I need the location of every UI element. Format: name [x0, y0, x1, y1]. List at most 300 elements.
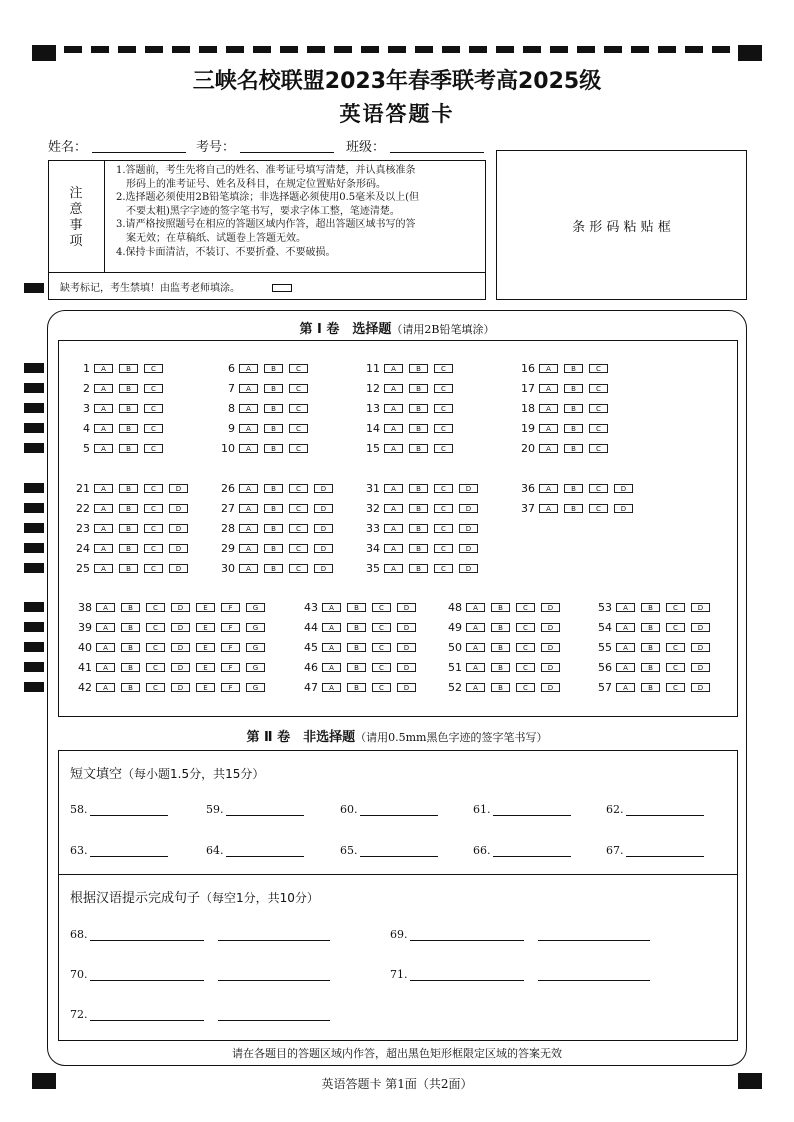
- option-bubble-b[interactable]: B: [409, 544, 428, 553]
- section-divider: [58, 874, 738, 875]
- option-bubble-a[interactable]: A: [322, 603, 341, 612]
- option-bubble-b[interactable]: B: [564, 444, 583, 453]
- option-bubble-c[interactable]: C: [144, 404, 163, 413]
- top-timing-mark: [658, 46, 676, 53]
- option-bubble-a[interactable]: A: [94, 524, 113, 533]
- option-bubble-c[interactable]: C: [144, 444, 163, 453]
- choice-row: [215, 502, 339, 514]
- blank-line[interactable]: [90, 803, 168, 816]
- top-timing-mark: [577, 46, 595, 53]
- option-bubble-c[interactable]: C: [146, 603, 165, 612]
- option-bubble-b[interactable]: B: [347, 603, 366, 612]
- choice-row: [515, 482, 639, 494]
- option-bubble-a[interactable]: A: [239, 484, 258, 493]
- choice-row: [70, 422, 169, 434]
- option-bubble-c[interactable]: C: [434, 524, 453, 533]
- notice-label-char: 事: [69, 218, 83, 233]
- option-bubble-c[interactable]: C: [144, 424, 163, 433]
- option-bubble-d[interactable]: D: [459, 484, 478, 493]
- absent-mark-box[interactable]: [272, 284, 292, 292]
- question-number: 27: [221, 501, 235, 515]
- question-number: 3: [83, 401, 90, 415]
- option-bubble-c[interactable]: C: [516, 663, 535, 672]
- option-bubble-a[interactable]: A: [384, 364, 403, 373]
- option-bubble-c[interactable]: C: [434, 484, 453, 493]
- option-bubble-c[interactable]: C: [289, 364, 308, 373]
- option-bubble-d[interactable]: D: [171, 603, 190, 612]
- blank-line[interactable]: [226, 803, 304, 816]
- option-bubble-g[interactable]: G: [246, 603, 265, 612]
- option-bubble-a[interactable]: A: [466, 643, 485, 652]
- option-bubble-d[interactable]: D: [169, 564, 188, 573]
- side-marker: [24, 483, 44, 493]
- option-bubble-b[interactable]: B: [119, 444, 138, 453]
- option-bubble-c[interactable]: C: [372, 643, 391, 652]
- option-bubble-b[interactable]: B: [641, 623, 660, 632]
- option-bubble-b[interactable]: B: [641, 643, 660, 652]
- option-bubble-g[interactable]: G: [246, 683, 265, 692]
- question-number: 4: [83, 421, 90, 435]
- question-number: 50: [448, 640, 462, 654]
- option-bubble-d[interactable]: D: [691, 663, 710, 672]
- option-bubble-c[interactable]: C: [589, 424, 608, 433]
- option-bubble-c[interactable]: C: [289, 444, 308, 453]
- option-bubble-b[interactable]: B: [121, 643, 140, 652]
- blank-line-2[interactable]: [538, 968, 650, 981]
- question-number: 51: [448, 660, 462, 674]
- option-bubble-a[interactable]: A: [94, 384, 113, 393]
- option-bubble-d[interactable]: D: [314, 564, 333, 573]
- option-bubble-c[interactable]: C: [434, 364, 453, 373]
- option-bubble-a[interactable]: A: [539, 404, 558, 413]
- option-bubble-b[interactable]: B: [347, 683, 366, 692]
- option-bubble-c[interactable]: C: [589, 384, 608, 393]
- blank-number: 70.: [70, 968, 88, 981]
- option-bubble-a[interactable]: A: [539, 504, 558, 513]
- option-bubble-f[interactable]: F: [221, 603, 240, 612]
- option-bubble-b[interactable]: B: [121, 603, 140, 612]
- question-number: 35: [366, 561, 380, 575]
- option-bubble-d[interactable]: D: [541, 603, 560, 612]
- option-bubble-f[interactable]: F: [221, 683, 240, 692]
- option-bubble-a[interactable]: A: [616, 603, 635, 612]
- option-bubble-c[interactable]: C: [516, 623, 535, 632]
- option-bubble-b[interactable]: B: [264, 424, 283, 433]
- option-bubble-b[interactable]: B: [264, 504, 283, 513]
- option-bubble-a[interactable]: A: [239, 384, 258, 393]
- option-bubble-f[interactable]: F: [221, 623, 240, 632]
- blank-line-2[interactable]: [218, 1008, 330, 1021]
- option-bubble-a[interactable]: A: [616, 623, 635, 632]
- option-bubble-c[interactable]: C: [144, 484, 163, 493]
- option-bubble-d[interactable]: D: [459, 544, 478, 553]
- option-bubble-b[interactable]: B: [491, 623, 510, 632]
- option-bubble-c[interactable]: C: [666, 603, 685, 612]
- option-bubble-c[interactable]: C: [589, 404, 608, 413]
- blank-line-1[interactable]: [410, 968, 524, 981]
- option-bubble-a[interactable]: A: [384, 444, 403, 453]
- option-bubble-c[interactable]: C: [434, 504, 453, 513]
- blank-line-1[interactable]: [90, 1008, 204, 1021]
- blank-line[interactable]: [360, 803, 438, 816]
- option-bubble-a[interactable]: A: [94, 544, 113, 553]
- option-bubble-a[interactable]: A: [94, 404, 113, 413]
- option-bubble-c[interactable]: C: [516, 683, 535, 692]
- option-bubble-b[interactable]: B: [119, 524, 138, 533]
- option-bubble-c[interactable]: C: [434, 444, 453, 453]
- blank-line-2[interactable]: [218, 968, 330, 981]
- option-bubble-a[interactable]: A: [616, 683, 635, 692]
- option-bubble-c[interactable]: C: [666, 643, 685, 652]
- option-bubble-d[interactable]: D: [314, 524, 333, 533]
- part1-title: 第 Ⅰ 卷 选择题: [299, 322, 392, 337]
- notice-hline: [48, 272, 486, 273]
- blank-number: 60.: [340, 803, 358, 816]
- option-bubble-a[interactable]: A: [384, 544, 403, 553]
- option-bubble-c[interactable]: C: [434, 424, 453, 433]
- option-bubble-a[interactable]: A: [384, 404, 403, 413]
- option-bubble-a[interactable]: A: [239, 404, 258, 413]
- name-field[interactable]: [92, 138, 186, 153]
- option-bubble-b[interactable]: B: [347, 623, 366, 632]
- fill-blank: [606, 803, 704, 816]
- option-bubble-b[interactable]: B: [564, 484, 583, 493]
- blank-line[interactable]: [626, 844, 704, 857]
- question-number: 44: [304, 620, 318, 634]
- option-bubble-d[interactable]: D: [459, 564, 478, 573]
- choice-row: [515, 442, 614, 454]
- option-bubble-b[interactable]: B: [641, 683, 660, 692]
- question-number: 48: [448, 600, 462, 614]
- option-bubble-b[interactable]: B: [409, 384, 428, 393]
- option-bubble-d[interactable]: D: [169, 504, 188, 513]
- option-bubble-e[interactable]: E: [196, 623, 215, 632]
- option-bubble-c[interactable]: C: [589, 484, 608, 493]
- option-bubble-a[interactable]: A: [384, 484, 403, 493]
- blank-line[interactable]: [226, 844, 304, 857]
- option-bubble-b[interactable]: B: [641, 603, 660, 612]
- option-bubble-a[interactable]: A: [94, 364, 113, 373]
- option-bubble-d[interactable]: D: [397, 603, 416, 612]
- question-number: 46: [304, 660, 318, 674]
- option-bubble-c[interactable]: C: [589, 444, 608, 453]
- option-bubble-b[interactable]: B: [491, 663, 510, 672]
- option-bubble-b[interactable]: B: [264, 484, 283, 493]
- option-bubble-c[interactable]: C: [372, 683, 391, 692]
- option-bubble-d[interactable]: D: [397, 683, 416, 692]
- option-bubble-c[interactable]: C: [666, 623, 685, 632]
- option-bubble-c[interactable]: C: [144, 384, 163, 393]
- top-timing-mark: [523, 46, 541, 53]
- option-bubble-b[interactable]: B: [119, 564, 138, 573]
- option-bubble-c[interactable]: C: [372, 663, 391, 672]
- blank-line-1[interactable]: [410, 928, 524, 941]
- option-bubble-c[interactable]: C: [289, 484, 308, 493]
- option-bubble-d[interactable]: D: [169, 484, 188, 493]
- option-bubble-a[interactable]: A: [94, 484, 113, 493]
- page-subtitle: 英语答题卡: [339, 102, 455, 126]
- option-bubble-c[interactable]: C: [289, 384, 308, 393]
- option-bubble-b[interactable]: B: [264, 364, 283, 373]
- option-bubble-a[interactable]: A: [384, 564, 403, 573]
- option-bubble-c[interactable]: C: [589, 504, 608, 513]
- choice-row: [360, 362, 459, 374]
- side-marker: [24, 682, 44, 692]
- option-bubble-a[interactable]: A: [96, 683, 115, 692]
- option-bubble-d[interactable]: D: [614, 484, 633, 493]
- option-bubble-b[interactable]: B: [119, 424, 138, 433]
- choice-row: [70, 382, 169, 394]
- option-bubble-c[interactable]: C: [144, 504, 163, 513]
- option-bubble-d[interactable]: D: [459, 504, 478, 513]
- option-bubble-c[interactable]: C: [146, 683, 165, 692]
- option-bubble-d[interactable]: D: [541, 663, 560, 672]
- option-bubble-d[interactable]: D: [171, 643, 190, 652]
- option-bubble-d[interactable]: D: [459, 524, 478, 533]
- option-bubble-b[interactable]: B: [564, 504, 583, 513]
- option-bubble-b[interactable]: B: [564, 364, 583, 373]
- option-bubble-d[interactable]: D: [314, 544, 333, 553]
- option-bubble-d[interactable]: D: [314, 504, 333, 513]
- option-bubble-c[interactable]: C: [289, 524, 308, 533]
- option-bubble-a[interactable]: A: [539, 364, 558, 373]
- fill-blank: [206, 844, 304, 857]
- choice-row: [515, 422, 614, 434]
- blank-line[interactable]: [626, 803, 704, 816]
- option-bubble-b[interactable]: B: [409, 484, 428, 493]
- question-number: 13: [366, 401, 380, 415]
- option-bubble-c[interactable]: C: [516, 643, 535, 652]
- option-bubble-b[interactable]: B: [119, 484, 138, 493]
- option-bubble-f[interactable]: F: [221, 663, 240, 672]
- notice-label-char: 意: [69, 202, 83, 217]
- blank-number: 71.: [390, 968, 408, 981]
- option-bubble-b[interactable]: B: [409, 444, 428, 453]
- option-bubble-b[interactable]: B: [641, 663, 660, 672]
- option-bubble-a[interactable]: A: [96, 663, 115, 672]
- option-bubble-d[interactable]: D: [541, 683, 560, 692]
- option-bubble-a[interactable]: A: [322, 683, 341, 692]
- option-bubble-b[interactable]: B: [409, 404, 428, 413]
- option-bubble-b[interactable]: B: [264, 404, 283, 413]
- option-bubble-a[interactable]: A: [539, 424, 558, 433]
- side-marker: [24, 662, 44, 672]
- option-bubble-a[interactable]: A: [239, 364, 258, 373]
- option-bubble-a[interactable]: A: [616, 663, 635, 672]
- option-bubble-b[interactable]: B: [491, 603, 510, 612]
- top-right-marker: [738, 45, 762, 61]
- option-bubble-c[interactable]: C: [146, 643, 165, 652]
- option-bubble-a[interactable]: A: [384, 524, 403, 533]
- option-bubble-d[interactable]: D: [691, 603, 710, 612]
- option-bubble-c[interactable]: C: [666, 683, 685, 692]
- blank-line[interactable]: [90, 844, 168, 857]
- option-bubble-c[interactable]: C: [434, 544, 453, 553]
- option-bubble-a[interactable]: A: [539, 384, 558, 393]
- option-bubble-a[interactable]: A: [96, 603, 115, 612]
- option-bubble-a[interactable]: A: [239, 524, 258, 533]
- option-bubble-a[interactable]: A: [384, 504, 403, 513]
- option-bubble-d[interactable]: D: [169, 544, 188, 553]
- option-bubble-c[interactable]: C: [289, 404, 308, 413]
- option-bubble-b[interactable]: B: [264, 524, 283, 533]
- option-bubble-a[interactable]: A: [466, 683, 485, 692]
- option-bubble-b[interactable]: B: [121, 663, 140, 672]
- option-bubble-a[interactable]: A: [322, 643, 341, 652]
- part2-title: 第 Ⅱ 卷 非选择题: [246, 730, 356, 745]
- class-field[interactable]: [390, 138, 484, 153]
- option-bubble-c[interactable]: C: [666, 663, 685, 672]
- blank-line-2[interactable]: [218, 928, 330, 941]
- blank-line[interactable]: [493, 844, 571, 857]
- choice-row: [215, 382, 314, 394]
- option-bubble-b[interactable]: B: [264, 564, 283, 573]
- option-bubble-a[interactable]: A: [616, 643, 635, 652]
- option-bubble-b[interactable]: B: [119, 544, 138, 553]
- top-timing-mark: [145, 46, 163, 53]
- choice-row: [360, 562, 484, 574]
- option-bubble-b[interactable]: B: [264, 444, 283, 453]
- option-bubble-a[interactable]: A: [322, 623, 341, 632]
- option-bubble-c[interactable]: C: [289, 424, 308, 433]
- exam-no-field[interactable]: [240, 138, 334, 153]
- blank-line-1[interactable]: [90, 928, 204, 941]
- top-timing-mark: [469, 46, 487, 53]
- option-bubble-a[interactable]: A: [466, 623, 485, 632]
- option-bubble-d[interactable]: D: [397, 663, 416, 672]
- option-bubble-a[interactable]: A: [239, 504, 258, 513]
- option-bubble-b[interactable]: B: [119, 384, 138, 393]
- option-bubble-a[interactable]: A: [466, 663, 485, 672]
- option-bubble-b[interactable]: B: [119, 364, 138, 373]
- option-bubble-c[interactable]: C: [516, 603, 535, 612]
- option-bubble-d[interactable]: D: [171, 623, 190, 632]
- notice-items: [116, 164, 482, 259]
- option-bubble-b[interactable]: B: [119, 504, 138, 513]
- option-bubble-d[interactable]: D: [541, 623, 560, 632]
- option-bubble-d[interactable]: D: [169, 524, 188, 533]
- option-bubble-b[interactable]: B: [564, 404, 583, 413]
- option-bubble-d[interactable]: D: [314, 484, 333, 493]
- option-bubble-a[interactable]: A: [384, 424, 403, 433]
- option-bubble-a[interactable]: A: [94, 564, 113, 573]
- option-bubble-c[interactable]: C: [434, 404, 453, 413]
- option-bubble-c[interactable]: C: [146, 663, 165, 672]
- option-bubble-c[interactable]: C: [434, 564, 453, 573]
- option-bubble-b[interactable]: B: [409, 364, 428, 373]
- option-bubble-e[interactable]: E: [196, 603, 215, 612]
- option-bubble-a[interactable]: A: [539, 444, 558, 453]
- option-bubble-a[interactable]: A: [539, 484, 558, 493]
- option-bubble-a[interactable]: A: [239, 444, 258, 453]
- option-bubble-f[interactable]: F: [221, 643, 240, 652]
- option-bubble-a[interactable]: A: [94, 424, 113, 433]
- option-bubble-d[interactable]: D: [397, 623, 416, 632]
- option-bubble-b[interactable]: B: [409, 524, 428, 533]
- option-bubble-c[interactable]: C: [434, 384, 453, 393]
- option-bubble-a[interactable]: A: [94, 504, 113, 513]
- option-bubble-b[interactable]: B: [564, 424, 583, 433]
- blank-line[interactable]: [493, 803, 571, 816]
- option-bubble-b[interactable]: B: [347, 643, 366, 652]
- option-bubble-b[interactable]: B: [491, 643, 510, 652]
- blank-line[interactable]: [360, 844, 438, 857]
- option-bubble-d[interactable]: D: [691, 643, 710, 652]
- option-bubble-c[interactable]: C: [144, 564, 163, 573]
- option-bubble-d[interactable]: D: [541, 643, 560, 652]
- option-bubble-a[interactable]: A: [96, 643, 115, 652]
- option-bubble-b[interactable]: B: [119, 404, 138, 413]
- option-bubble-e[interactable]: E: [196, 683, 215, 692]
- option-bubble-c[interactable]: C: [289, 564, 308, 573]
- option-bubble-b[interactable]: B: [409, 564, 428, 573]
- option-bubble-d[interactable]: D: [171, 683, 190, 692]
- question-number: 43: [304, 600, 318, 614]
- side-marker: [24, 602, 44, 612]
- option-bubble-d[interactable]: D: [397, 643, 416, 652]
- option-bubble-c[interactable]: C: [144, 544, 163, 553]
- blank-number: 64.: [206, 844, 224, 857]
- option-bubble-c[interactable]: C: [589, 364, 608, 373]
- option-bubble-c[interactable]: C: [372, 623, 391, 632]
- option-bubble-d[interactable]: D: [614, 504, 633, 513]
- option-bubble-a[interactable]: A: [322, 663, 341, 672]
- option-bubble-b[interactable]: B: [564, 384, 583, 393]
- option-bubble-a[interactable]: A: [96, 623, 115, 632]
- blank-number: 67.: [606, 844, 624, 857]
- option-bubble-c[interactable]: C: [146, 623, 165, 632]
- option-bubble-a[interactable]: A: [239, 424, 258, 433]
- option-bubble-a[interactable]: A: [94, 444, 113, 453]
- option-bubble-g[interactable]: G: [246, 663, 265, 672]
- part2-title-row: [0, 726, 794, 745]
- question-number: 45: [304, 640, 318, 654]
- option-bubble-a[interactable]: A: [466, 603, 485, 612]
- option-bubble-b[interactable]: B: [347, 663, 366, 672]
- sec2-hint: （每空1分，共10分）: [200, 891, 319, 905]
- option-bubble-b[interactable]: B: [121, 683, 140, 692]
- option-bubble-d[interactable]: D: [171, 663, 190, 672]
- question-number: 15: [366, 441, 380, 455]
- option-bubble-a[interactable]: A: [239, 544, 258, 553]
- option-bubble-e[interactable]: E: [196, 663, 215, 672]
- question-number: 2: [83, 381, 90, 395]
- choice-row: [72, 621, 271, 633]
- option-bubble-d[interactable]: D: [691, 623, 710, 632]
- option-bubble-b[interactable]: B: [409, 504, 428, 513]
- option-bubble-b[interactable]: B: [409, 424, 428, 433]
- blank-line-2[interactable]: [538, 928, 650, 941]
- option-bubble-b[interactable]: B: [121, 623, 140, 632]
- option-bubble-c[interactable]: C: [144, 524, 163, 533]
- option-bubble-b[interactable]: B: [491, 683, 510, 692]
- side-marker: [24, 383, 44, 393]
- option-bubble-a[interactable]: A: [384, 384, 403, 393]
- option-bubble-g[interactable]: G: [246, 623, 265, 632]
- option-bubble-a[interactable]: A: [239, 564, 258, 573]
- option-bubble-d[interactable]: D: [691, 683, 710, 692]
- option-bubble-c[interactable]: C: [372, 603, 391, 612]
- option-bubble-b[interactable]: B: [264, 384, 283, 393]
- option-bubble-c[interactable]: C: [289, 544, 308, 553]
- choice-row: [72, 661, 271, 673]
- option-bubble-c[interactable]: C: [289, 504, 308, 513]
- option-bubble-g[interactable]: G: [246, 643, 265, 652]
- option-bubble-c[interactable]: C: [144, 364, 163, 373]
- option-bubble-b[interactable]: B: [264, 544, 283, 553]
- option-bubble-e[interactable]: E: [196, 643, 215, 652]
- blank-line-1[interactable]: [90, 968, 204, 981]
